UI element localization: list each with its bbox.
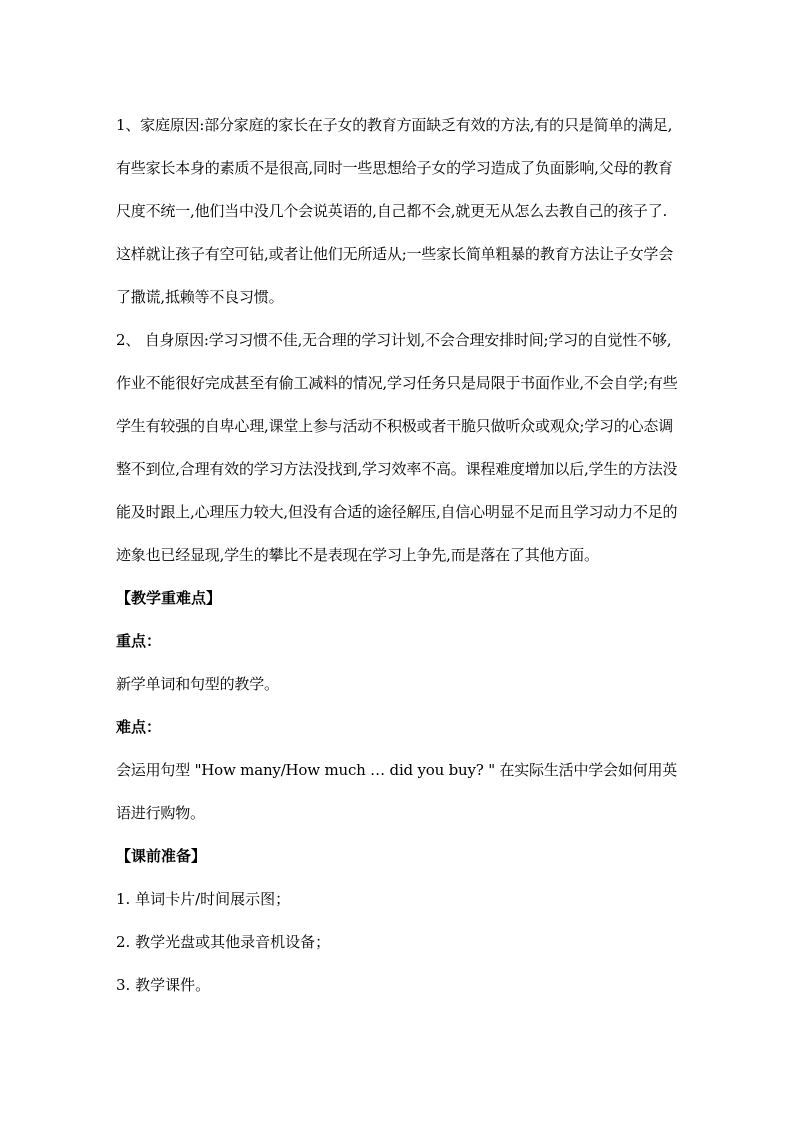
difficulty-text: 会运用句型 "How many/How much … did you buy? " 在实际生活中学会如何用英语进行购物。 <box>116 761 678 822</box>
difficulty-label: 难点： <box>116 718 162 736</box>
preparation-heading: 【课前准备】 <box>116 847 207 865</box>
focus-text: 新学单词和句型的教学。 <box>116 675 279 693</box>
preparation-item: 3. 教学课件。 <box>116 976 211 994</box>
key-points-heading: 【教学重难点】 <box>116 589 222 607</box>
focus-label: 重点： <box>116 632 162 650</box>
paragraph-self-reasons: 2、 自身原因:学习习惯不佳,无合理的学习计划,不会合理安排时间;学习的自觉性不够,作业不能很好完成甚至有偷工减料的情况,学习任务只是局限于书面作业,不会自学;有些学生有较强的自卑心理,课堂上参与活动不积极或者干脆只做听众或观众;学习的心态调整不到位,合理有效的学习方法没找到,学习效率不高。课程难度增加以后,学生的方法没能及时跟上,心理压力较大,但没有合适的途径解压,自信心明显不足而且学习动力不足的迹象也已经显现,学生的攀比不是表现在学习上争先,而是落在了其他方面。 <box>116 331 678 564</box>
preparation-item: 1. 单词卡片/时间展示图； <box>116 890 291 908</box>
paragraph-family-reasons: 1、家庭原因:部分家庭的家长在子女的教育方面缺乏有效的方法,有的只是简单的满足,有些家长本身的素质不是很高,同时一些思想给子女的学习造成了负面影响,父母的教育尺度不统一,他们当中没几个会说英语的,自己都不会,就更无从怎么去教自己的孩子了.这样就让孩子有空可钻,或者让他们无所适从;一些家长简单粗暴的教育方法让子女学会了撒谎,抵赖等不良习惯。 <box>116 116 674 306</box>
preparation-item: 2. 教学光盘或其他录音机设备； <box>116 933 331 951</box>
document-body <box>116 104 678 1007</box>
